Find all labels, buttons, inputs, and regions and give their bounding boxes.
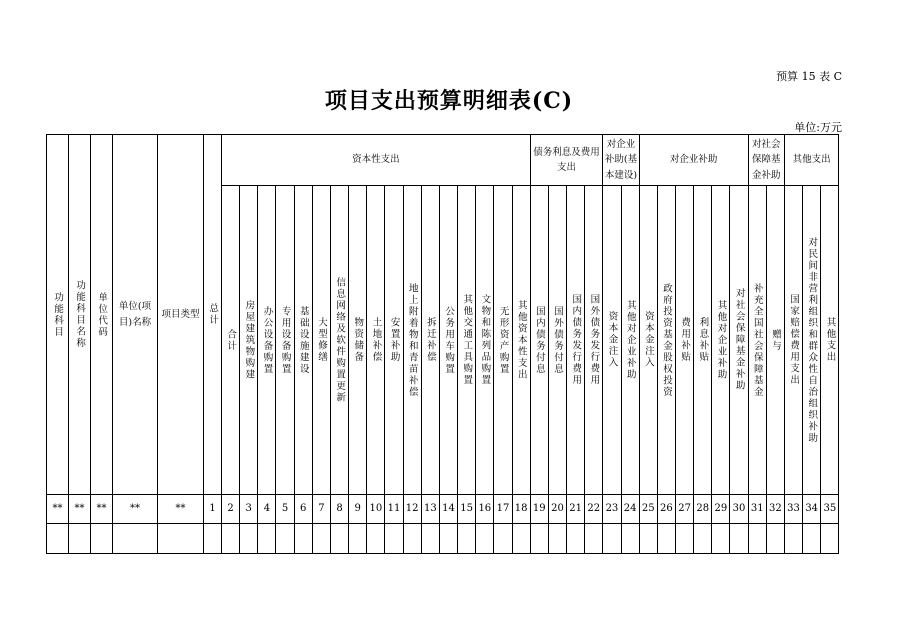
column-header: 安置补助	[384, 185, 403, 495]
column-header: 拆迁补偿	[421, 185, 440, 495]
index-cell: 4	[257, 494, 276, 524]
column-header: 对社会保障基金补助	[729, 185, 748, 495]
column-header: 国内债务付息	[530, 185, 549, 495]
data-cell	[748, 523, 767, 554]
header-func-subject-name: 功能科目名称	[68, 134, 91, 495]
index-cell: **	[157, 494, 204, 524]
data-cell	[203, 523, 222, 554]
column-header: 利息补贴	[693, 185, 712, 495]
index-cell: 17	[493, 494, 512, 524]
index-cell: 25	[639, 494, 658, 524]
group-header-capital: 资本性支出	[221, 134, 531, 186]
data-cell	[90, 523, 113, 554]
column-header: 办公设备购置	[257, 185, 276, 495]
data-cell	[675, 523, 694, 554]
data-cell	[548, 523, 567, 554]
column-header: 无形资产购置	[493, 185, 512, 495]
index-cell: 20	[548, 494, 567, 524]
index-cell: 28	[693, 494, 712, 524]
column-header: 资本金注入	[602, 185, 621, 495]
index-cell: 33	[784, 494, 803, 524]
index-cell: 12	[403, 494, 422, 524]
index-cell: 22	[584, 494, 603, 524]
data-cell	[621, 523, 640, 554]
data-cell	[475, 523, 494, 554]
index-cell: 1	[203, 494, 222, 524]
form-code: 预算 15 表 C	[776, 70, 842, 83]
data-cell	[312, 523, 331, 554]
column-header: 国外债务付息	[548, 185, 567, 495]
data-cell	[348, 523, 367, 554]
data-cell	[68, 523, 91, 554]
column-header: 专用设备购置	[275, 185, 294, 495]
column-header: 房屋建筑物购建	[239, 185, 258, 495]
index-cell: 14	[439, 494, 458, 524]
data-cell	[766, 523, 785, 554]
index-cell: **	[46, 494, 69, 524]
index-cell: 5	[275, 494, 294, 524]
index-cell: 10	[366, 494, 385, 524]
index-cell: 7	[312, 494, 331, 524]
column-header: 信息网络及软件购置更新	[330, 185, 349, 495]
header-unit-project-name: 单位(项目)名称	[112, 134, 158, 495]
data-cell	[46, 523, 69, 554]
index-cell: 11	[384, 494, 403, 524]
group-header-ent-build: 对企业补助(基本建设)	[602, 134, 639, 186]
column-header: 其他对企业补助	[621, 185, 640, 495]
column-header: 土地补偿	[366, 185, 385, 495]
data-cell	[330, 523, 349, 554]
page-title: 项目支出预算明细表(C)	[324, 88, 574, 114]
header-unit-code: 单位代码	[90, 134, 113, 495]
data-cell	[784, 523, 803, 554]
column-header: 其他对企业补助	[711, 185, 730, 495]
column-header: 政府投资基金股权投资	[657, 185, 676, 495]
data-cell	[112, 523, 158, 554]
index-cell: 32	[766, 494, 785, 524]
index-cell: 18	[512, 494, 531, 524]
index-cell: 6	[294, 494, 313, 524]
index-cell: 2	[221, 494, 240, 524]
data-cell	[294, 523, 313, 554]
column-header: 赠与	[766, 185, 785, 495]
index-cell: **	[68, 494, 91, 524]
column-header: 文物和陈列品购置	[475, 185, 494, 495]
column-header: 对民间非营利组织和群众性自治组织补助	[802, 185, 821, 495]
column-header: 物资储备	[348, 185, 367, 495]
data-cell	[512, 523, 531, 554]
data-cell	[257, 523, 276, 554]
index-cell: 21	[566, 494, 585, 524]
index-cell: 35	[820, 494, 839, 524]
index-cell: 27	[675, 494, 694, 524]
index-cell: 13	[421, 494, 440, 524]
data-cell	[602, 523, 621, 554]
data-cell	[221, 523, 240, 554]
budget-table	[46, 134, 852, 553]
column-header: 公务用车购置	[439, 185, 458, 495]
group-header-ent-sub: 对企业补助	[639, 134, 749, 186]
index-cell: 29	[711, 494, 730, 524]
column-header: 合计	[221, 185, 240, 495]
index-cell: 31	[748, 494, 767, 524]
data-cell	[403, 523, 422, 554]
group-header-social: 对社会保障基金补助	[748, 134, 785, 186]
index-cell: 24	[621, 494, 640, 524]
column-header: 大型修缮	[312, 185, 331, 495]
header-func-subject: 功能科目	[46, 134, 69, 495]
column-header: 其他资本性支出	[512, 185, 531, 495]
data-cell	[802, 523, 821, 554]
column-header: 国外债务发行费用	[584, 185, 603, 495]
index-cell: 19	[530, 494, 549, 524]
index-cell: 9	[348, 494, 367, 524]
data-cell	[275, 523, 294, 554]
index-cell: **	[112, 494, 158, 524]
data-cell	[820, 523, 839, 554]
unit-label: 单位:万元	[794, 121, 842, 134]
data-cell	[366, 523, 385, 554]
index-cell: 15	[457, 494, 476, 524]
data-cell	[457, 523, 476, 554]
data-cell	[584, 523, 603, 554]
column-header: 补充全国社会保障基金	[748, 185, 767, 495]
data-cell	[157, 523, 204, 554]
data-cell	[530, 523, 549, 554]
data-cell	[421, 523, 440, 554]
column-header: 国家赔偿费用支出	[784, 185, 803, 495]
index-cell: **	[90, 494, 113, 524]
index-cell: 3	[239, 494, 258, 524]
index-cell: 16	[475, 494, 494, 524]
data-cell	[439, 523, 458, 554]
group-header-debt: 债务利息及费用支出	[530, 134, 604, 186]
column-header: 基础设施建设	[294, 185, 313, 495]
data-cell	[693, 523, 712, 554]
data-cell	[711, 523, 730, 554]
column-header: 资本金注入	[639, 185, 658, 495]
index-cell: 23	[602, 494, 621, 524]
data-cell	[639, 523, 658, 554]
group-header-other: 其他支出	[784, 134, 839, 186]
data-cell	[384, 523, 403, 554]
data-cell	[566, 523, 585, 554]
data-cell	[239, 523, 258, 554]
header-project-type: 项目类型	[157, 134, 204, 495]
column-header: 地上附着物和青苗补偿	[403, 185, 422, 495]
column-header: 费用补贴	[675, 185, 694, 495]
data-cell	[493, 523, 512, 554]
column-header: 其他支出	[820, 185, 839, 495]
header-total: 总计	[203, 134, 222, 495]
index-cell: 8	[330, 494, 349, 524]
index-cell: 30	[729, 494, 748, 524]
data-cell	[729, 523, 748, 554]
column-header: 国内债务发行费用	[566, 185, 585, 495]
index-cell: 26	[657, 494, 676, 524]
column-header: 其他交通工具购置	[457, 185, 476, 495]
data-cell	[657, 523, 676, 554]
index-cell: 34	[802, 494, 821, 524]
